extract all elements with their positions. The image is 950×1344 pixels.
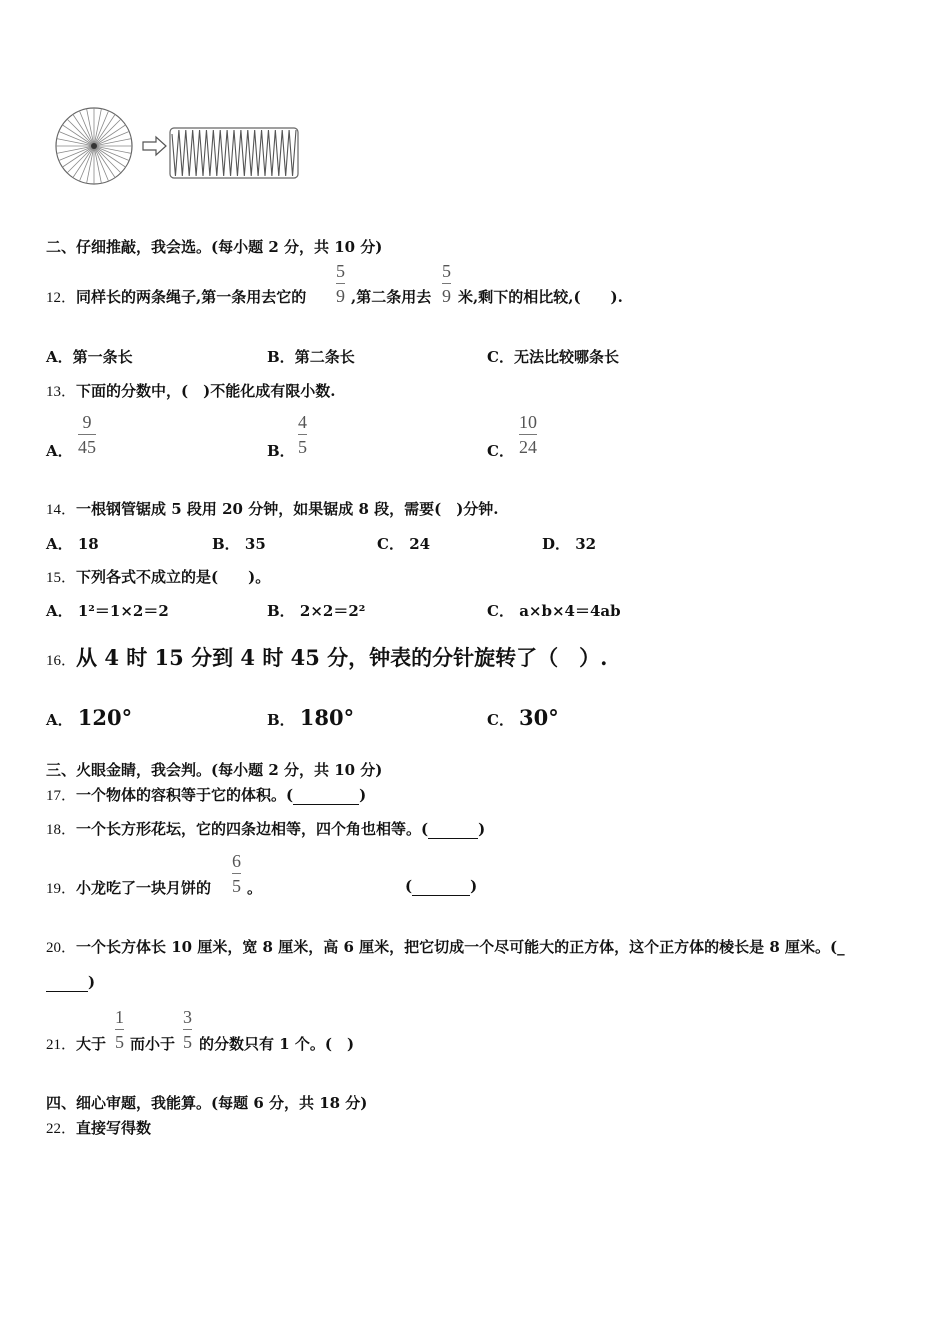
question-text: 从 4 时 15 分到 4 时 45 分，钟表的分针旋转了（ ）. (76, 645, 608, 670)
question-text: 直接写得数 (76, 1119, 152, 1137)
question-21 (46, 1033, 106, 1054)
fraction-1-5: 1 5 (115, 1007, 124, 1052)
question-22 (46, 1117, 151, 1138)
wheel-to-spring-figure (48, 100, 308, 192)
question-12-text-b: ,第二条用去 (351, 288, 432, 306)
question-number: 20． (46, 940, 77, 956)
question-number: 17． (46, 788, 77, 804)
question-text: 一个长方体长 10 厘米，宽 8 厘米，高 6 厘米，把它切成一个尽可能大的正方体，这个正方体的棱长是 8 厘米。(_ (76, 938, 845, 956)
question-text: 大于 (76, 1035, 107, 1053)
question-number: 18． (46, 822, 77, 838)
option-b[interactable]: B． 180° (267, 705, 355, 730)
answer-blank[interactable] (428, 820, 478, 839)
question-20 (46, 936, 845, 957)
option-b[interactable]: B．第二条长 (267, 348, 355, 366)
option-c[interactable]: C． a×b×4＝4ab (487, 602, 621, 620)
option-a[interactable]: A． 1²＝1×2＝2 (46, 602, 169, 620)
question-21-text-b: 而小于 (130, 1035, 176, 1053)
section-heading-4: 四、细心审题，我能算。(每题 6 分，共 18 分) (46, 1094, 368, 1112)
question-text: 同样长的两条绳子,第一条用去它的 (76, 288, 307, 306)
option-c[interactable]: C． 24 (377, 535, 431, 553)
question-13 (46, 380, 335, 401)
question-15 (46, 566, 270, 587)
question-14 (46, 498, 499, 519)
fraction-5-9: 5 9 (336, 261, 345, 306)
fraction-6-5: 6 5 (232, 851, 241, 896)
fraction-9-45: 9 45 (78, 412, 96, 457)
option-a[interactable]: A． (46, 442, 73, 460)
option-a[interactable]: A．第一条长 (46, 348, 133, 366)
question-12 (46, 286, 306, 307)
spring-icon (170, 128, 298, 178)
question-number: 15． (46, 570, 77, 586)
option-b[interactable]: B． (267, 442, 295, 460)
option-d[interactable]: D． 32 (542, 535, 597, 553)
answer-blank[interactable] (46, 973, 88, 992)
option-c[interactable]: C． 30° (487, 705, 559, 730)
fraction-5-9: 5 9 (442, 261, 451, 306)
question-21-text-c: 的分数只有 1 个。( ) (199, 1035, 355, 1053)
question-text: 小龙吃了一块月饼的 (76, 879, 212, 897)
question-number: 21． (46, 1037, 77, 1053)
answer-blank[interactable] (293, 786, 359, 805)
question-text: 一根钢管锯成 5 段用 20 分钟，如果锯成 8 段，需要( )分钟. (76, 500, 499, 518)
question-20-cont: ) (46, 973, 95, 992)
question-number: 19． (46, 881, 77, 897)
fraction-3-5: 3 5 (183, 1007, 192, 1052)
answer-bracket: ( ) (405, 877, 478, 895)
wheel-icon (56, 108, 132, 184)
question-number: 14． (46, 502, 77, 518)
question-text: 一个物体的容积等于它的体积。( (76, 786, 294, 804)
option-b[interactable]: B． 35 (212, 535, 266, 553)
option-a[interactable]: A． 18 (46, 535, 99, 553)
question-text: 下面的分数中，( )不能化成有限小数. (76, 382, 336, 400)
question-19-end: 。 (247, 879, 263, 897)
question-number: 16． (46, 653, 77, 669)
question-17: 17．一个物体的容积等于它的体积。( ) (46, 786, 367, 804)
fraction-4-5: 4 5 (298, 412, 307, 457)
question-number: 13． (46, 384, 77, 400)
option-a[interactable]: A． 120° (46, 705, 133, 730)
section-heading-3: 三、火眼金睛，我会判。(每小题 2 分，共 10 分) (46, 761, 383, 779)
option-c[interactable]: C．无法比较哪条长 (487, 348, 619, 366)
question-number: 12． (46, 290, 77, 306)
section-heading-2: 二、仔细推敲，我会选。(每小题 2 分，共 10 分) (46, 238, 383, 256)
question-text: 下列各式不成立的是( )。 (76, 568, 271, 586)
question-number: 22． (46, 1121, 77, 1137)
answer-blank[interactable] (412, 877, 470, 896)
option-c[interactable]: C． (487, 442, 514, 460)
question-12-text-c: 米,剩下的相比较,( ). (458, 288, 623, 306)
arrow-icon (143, 137, 166, 155)
question-19 (46, 877, 211, 898)
option-b[interactable]: B． 2×2＝2² (267, 602, 366, 620)
question-text: 一个长方形花坛，它的四条边相等，四个角也相等。( (76, 820, 429, 838)
fraction-10-24: 10 24 (519, 412, 537, 457)
question-16 (46, 642, 607, 672)
question-18: 18．一个长方形花坛，它的四条边相等，四个角也相等。( ) (46, 820, 486, 838)
